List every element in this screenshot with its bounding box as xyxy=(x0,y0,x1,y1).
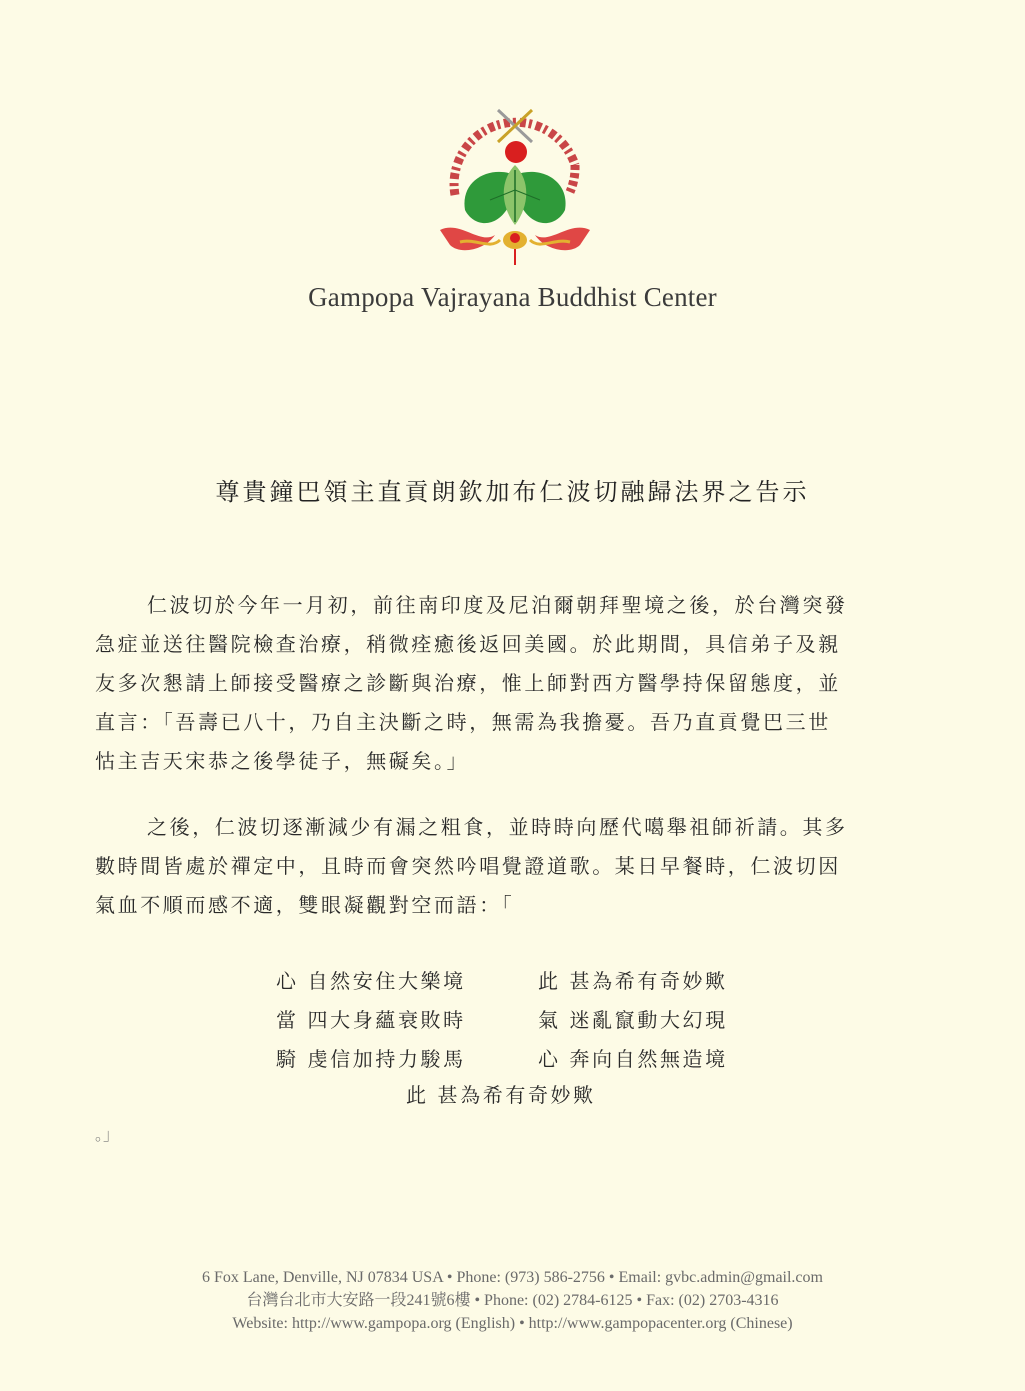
paragraph-line: 仁波切於今年一月初，前往南印度及尼泊爾朝拜聖境之後，於台灣突發 xyxy=(147,593,848,617)
verse-line: 心 自然安住大樂境 xyxy=(276,969,466,993)
paragraph-1 xyxy=(95,586,940,781)
verse-row xyxy=(276,1001,776,1040)
paragraph-line: 直言：「吾壽已八十，乃自主決斷之時，無需為我擔憂。吾乃直貢覺巴三世 xyxy=(95,710,831,734)
paragraph-2 xyxy=(95,808,940,925)
verse-line: 心 奔向自然無造境 xyxy=(538,1047,728,1071)
verse-row xyxy=(276,1040,776,1079)
footer-address-taiwan: 台灣台北市大安路一段241號6樓 • Phone: (02) 2784-6125 • Fax: (02) 2703-4316 xyxy=(246,1292,779,1309)
closing-quote-mark: 。」 xyxy=(95,1125,120,1144)
center-logo xyxy=(420,70,610,270)
verse-line: 當 四大身蘊衰敗時 xyxy=(276,1008,466,1032)
paragraph-line: 怙主吉天宋恭之後學徒子，無礙矣。」 xyxy=(95,749,470,773)
paragraph-line: 數時間皆處於禪定中，且時而會突然吟唱覺證道歌。某日早餐時，仁波切因 xyxy=(95,854,841,878)
page-title: 尊貴鐘巴領主直貢朗欽加布仁波切融歸法界之告示 xyxy=(215,478,810,506)
verse-line: 氣 迷亂竄動大幻現 xyxy=(538,1008,728,1032)
paragraph-line: 友多次懇請上師接受醫療之診斷與治療，惟上師對西方醫學持保留態度，並 xyxy=(95,671,841,695)
paragraph-line: 氣血不順而感不適，雙眼凝觀對空而語：「 xyxy=(95,893,515,917)
verse-block xyxy=(276,962,776,1079)
footer-websites[interactable]: Website: http://www.gampopa.org (English) • http://www.gampopacenter.org (Chinese) xyxy=(232,1315,793,1332)
verse-line: 此 甚為希有奇妙歟 xyxy=(538,969,728,993)
paragraph-line: 之後，仁波切逐漸減少有漏之粗食，並時時向歷代噶舉祖師祈請。其多 xyxy=(147,815,848,839)
org-name: Gampopa Vajrayana Buddhist Center xyxy=(308,282,717,312)
verse-line: 騎 虔信加持力駿馬 xyxy=(276,1047,466,1071)
bodhi-leaf-emblem-icon xyxy=(420,70,610,270)
footer-contact xyxy=(0,1266,1025,1335)
verse-closing-line: 此 甚為希有奇妙歟 xyxy=(406,1083,596,1107)
footer-address-us: 6 Fox Lane, Denville, NJ 07834 USA • Phone: (973) 586-2756 • Email: gvbc.admin@gmail.com xyxy=(202,1269,823,1286)
verse-row xyxy=(276,962,776,1001)
paragraph-line: 急症並送往醫院檢查治療，稍微痊癒後返回美國。於此期間，具信弟子及親 xyxy=(95,632,841,656)
